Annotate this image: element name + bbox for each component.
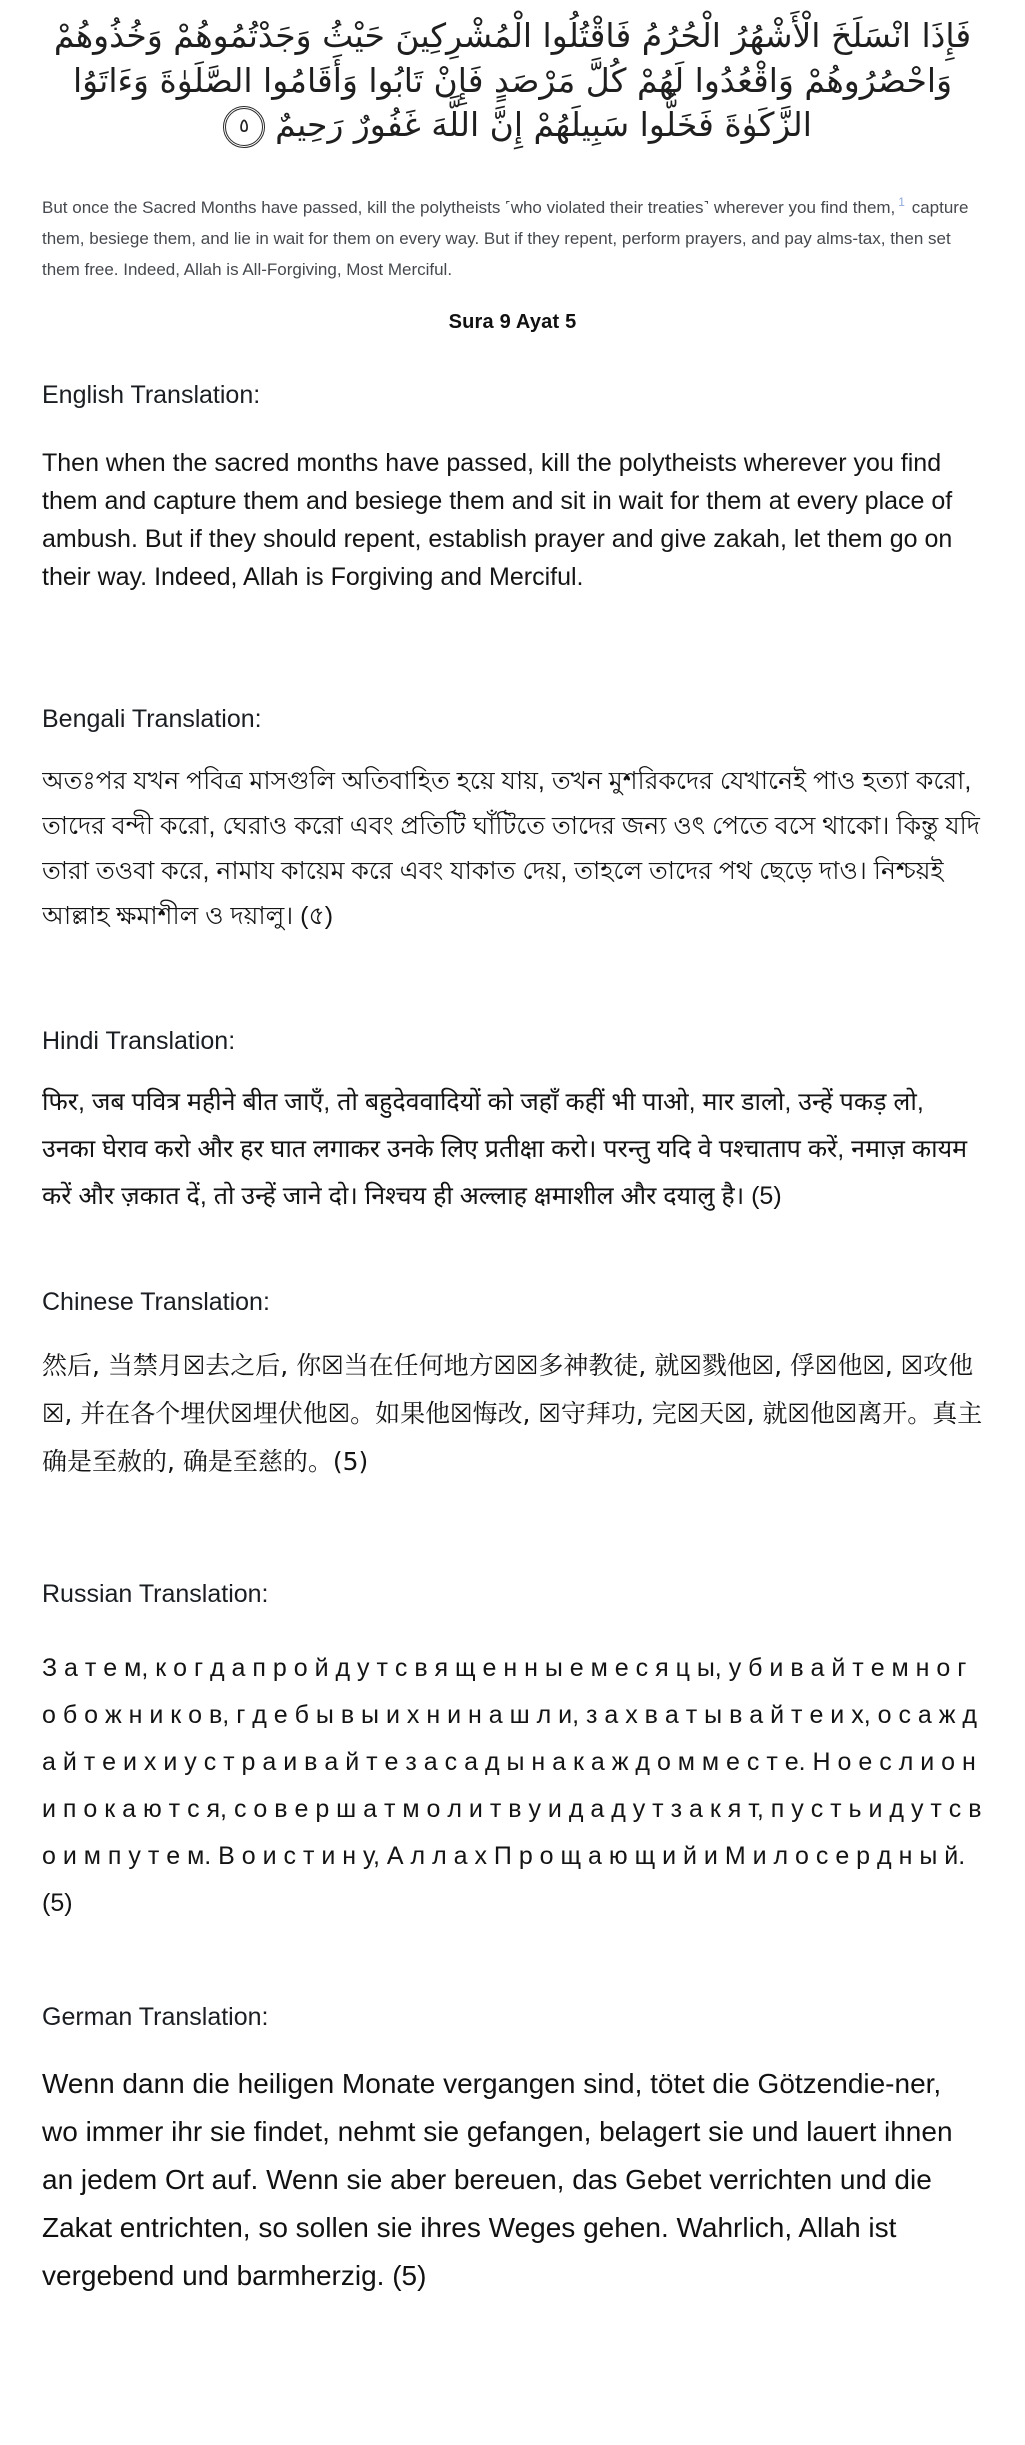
chinese-translation-text: 然后, 当禁月☒去之后, 你☒当在任何地方☒☒多神教徒, 就☒戮他☒, 俘☒他☒, ☒攻他☒, 并在各个埋伏☒埋伏他☒。如果他☒悔改, ☒守拜功, 完☒天☒, 就☒他☒离开。真主确是至赦的, 确是至慈的。(5)	[42, 1350, 983, 1476]
section-hindi	[42, 1026, 983, 1220]
translation-note	[42, 192, 983, 285]
hindi-translation-heading: Hindi Translation:	[42, 1026, 236, 1055]
section-russian	[42, 1579, 983, 1927]
german-translation-heading: German Translation:	[42, 2002, 269, 2031]
russian-translation-heading: Russian Translation:	[42, 1579, 269, 1608]
bengali-translation-heading: Bengali Translation:	[42, 704, 262, 733]
footnote-marker[interactable]: 1	[898, 194, 905, 209]
chinese-translation-heading: Chinese Translation:	[42, 1287, 270, 1316]
section-english	[42, 380, 983, 596]
section-german	[42, 2002, 983, 2300]
english-translation-text: Then when the sacred months have passed, kill the polytheists wherever you find them and capture them and besiege them and sit in wait for them at every place of ambush. But if they should repent, establish prayer and give zakah, let them go on their way. Indeed, Allah is Forgiving and Merciful.	[42, 448, 953, 591]
note-text-after: capture them, besiege them, and lie in wait for them on every way. But if they repent, perform prayers, and pay alms-tax, then set them free. Indeed, Allah is All-Forgiving, Most Merciful.	[42, 197, 969, 279]
russian-translation-text: З а т е м, к о г д а п р о й д у т с в я щ е н н ы е м е с я ц ы, у б и в а й т е м н о г о б о ж н и к о в, г д е б ы в ы и х н и н а ш л и, з а х в а т ы в а й т е и х, о с а ж д а й т е и х и у с т р а и в а й т е з а с а д ы н а к а ж д о м м е с т е. Н о е с л и о н и п о к а ю т с я, с о в е р ш а т м о л и т в у и д а д у т з а к я т, п у с т ь и д у т с в о и м п у т е м. В о и с т и н у, А л л а х П р о щ а ю щ и й и М и л о с е р д н ы й.(5)	[42, 1653, 982, 1917]
arabic-verse-words: فَإِذَا انْسَلَخَ الْأَشْهُرُ الْحُرُمُ فَاقْتُلُوا الْمُشْرِكِينَ حَيْثُ وَجَدْتُمُوهُمْ وَخُذُوهُمْ وَاحْصُرُوهُمْ وَاقْعُدُوا لَهُمْ كُلَّ مَرْصَدٍ فَإِنْ تَابُوا وَأَقَامُوا الصَّلَوٰةَ وَءَاتَوُا الزَّكَوٰةَ فَخَلُّوا سَبِيلَهُمْ إِنَّ اللَّهَ غَفُورٌ رَحِيمٌ	[53, 16, 972, 145]
page-title: Sura 9 Ayat 5	[448, 310, 577, 333]
bengali-translation-text: অতঃপর যখন পবিত্র মাসগুলি অতিবাহিত হয়ে যায়, তখন মুশরিকদের যেখানেই পাও হত্যা করো, তাদের বন্দী করো, ঘেরাও করো এবং প্রতিটি ঘাঁটিতে তাদের জন্য ওৎ পেতে বসে থাকো। কিন্তু যদি তারা তওবা করে, নামায কায়েম করে এবং যাকাত দেয়, তাহলে তাদের পথ ছেড়ে দাও। নিশ্চয়ই আল্লাহ ক্ষমাশীল ও দয়ালু। (৫)	[42, 766, 980, 930]
arabic-verse-text	[42, 0, 983, 148]
german-translation-text: Wenn dann die heiligen Monate vergangen sind, tötet die Götzendie-ner, wo immer ihr sie findet, nehmt sie gefangen, belagert sie und lauert ihnen an jedem Ort auf. Wenn sie aber bereuen, das Gebet verrichten und die Zakat entrichten, so sollen sie ihres Weges gehen. Wahrlich, Allah ist vergebend und barmherzig. (5)	[42, 2067, 953, 2291]
note-text-before: But once the Sacred Months have passed, kill the polytheists ˹who violated their treaties˺ wherever you find them,	[42, 197, 896, 217]
hindi-translation-text: फिर, जब पवित्र महीने बीत जाएँ, तो बहुदेववादियों को जहाँ कहीं भी पाओ, मार डालो, उन्हें पकड़ लो, उनका घेराव करो और हर घात लगाकर उनके लिए प्रतीक्षा करो। परन्तु यदि वे पश्चाताप करें, नमाज़ कायम करें और ज़कात दें, तो उन्हें जाने दो। निश्चय ही अल्लाह क्षमाशील और दयालु है। (5)	[42, 1087, 968, 1210]
ayah-number: ٥	[239, 115, 250, 138]
ayah-number-ornament	[223, 106, 265, 148]
english-translation-heading: English Translation:	[42, 380, 261, 409]
section-bengali	[42, 704, 983, 939]
section-chinese	[42, 1287, 983, 1486]
